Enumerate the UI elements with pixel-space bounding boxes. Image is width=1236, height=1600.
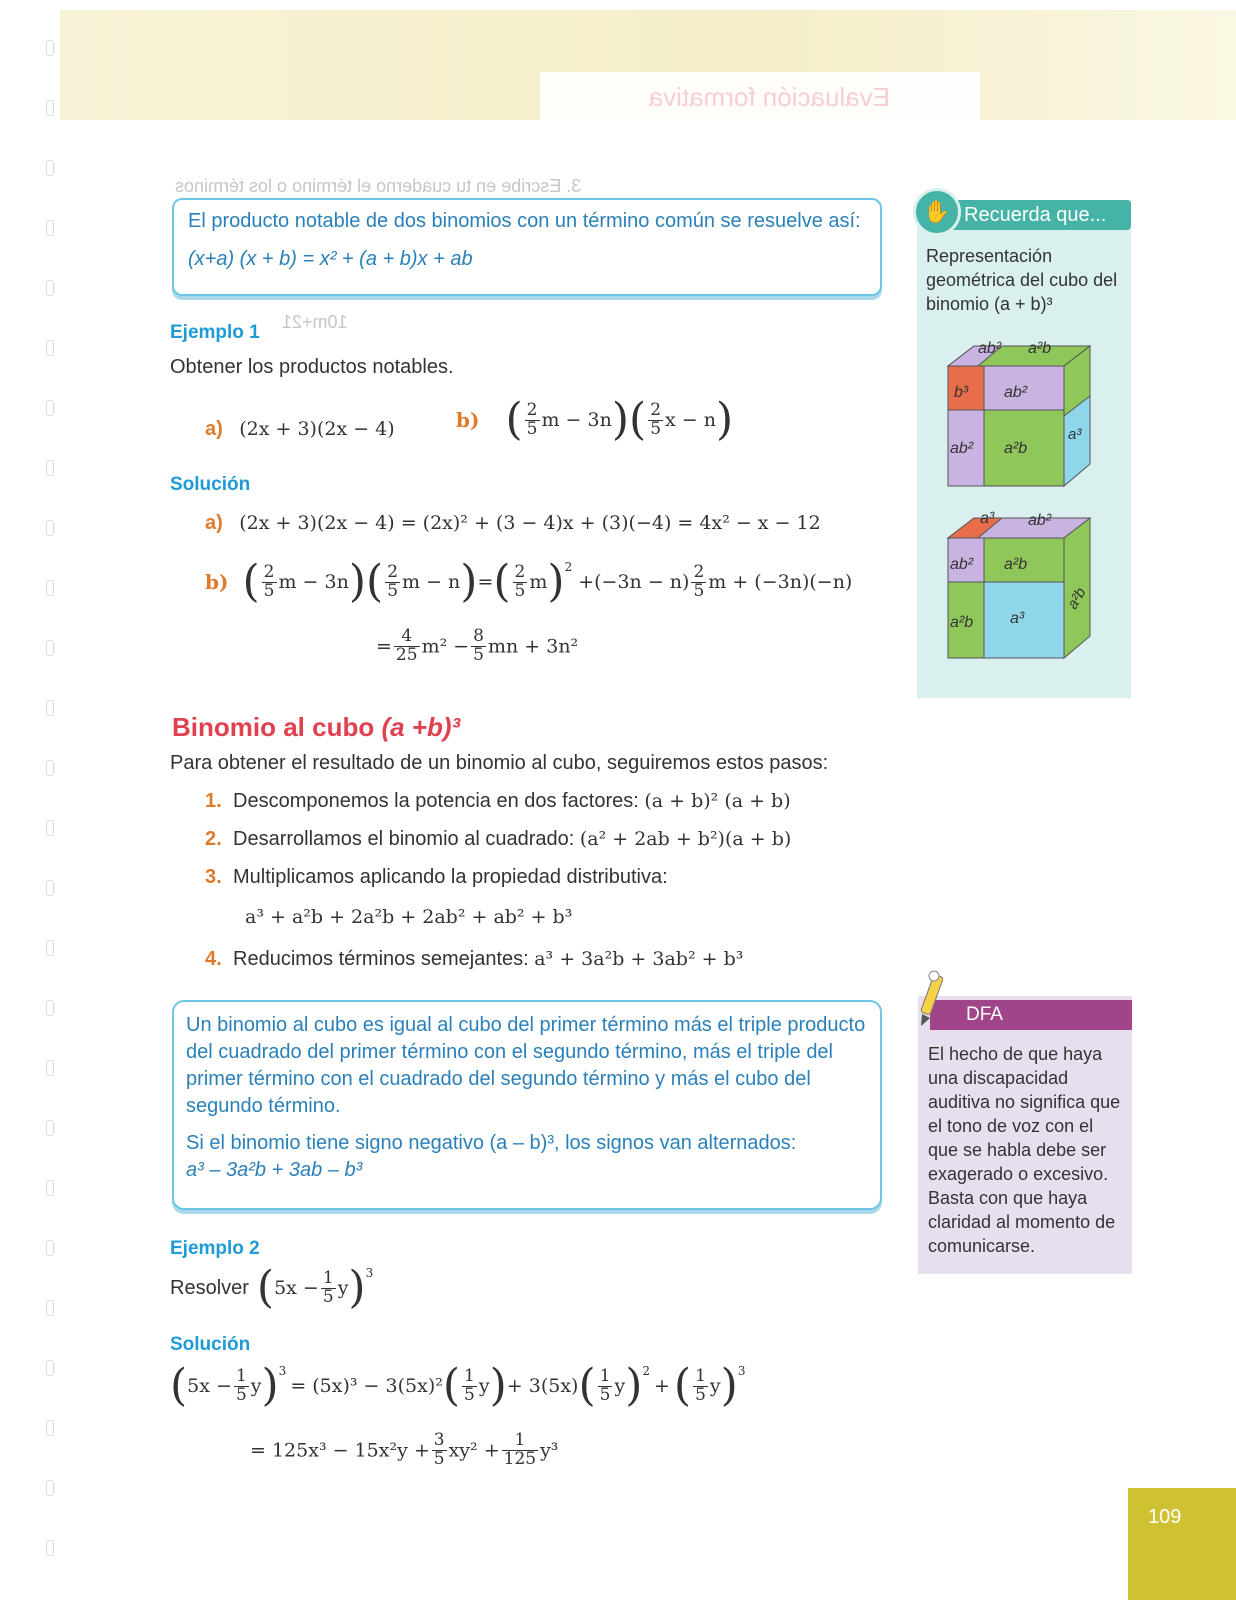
step-4 bbox=[205, 948, 743, 971]
recuerda-text: Representación geométrica del cubo del binomio (a + b)³ bbox=[926, 246, 1118, 314]
exponent: 3 bbox=[365, 1266, 374, 1280]
cube2-label: a²b bbox=[1064, 584, 1090, 613]
ex2-term: 5x − bbox=[187, 1375, 232, 1397]
exponent: 3 bbox=[737, 1364, 746, 1378]
example1-instruction: Obtener los productos notables. bbox=[170, 356, 454, 378]
exponent: 2 bbox=[564, 560, 573, 574]
cube1-label: ab² bbox=[950, 440, 974, 457]
ex2-term: y bbox=[478, 1375, 490, 1397]
rule-box-formula: (x+a) (x + b) = x² + (a + b)x + ab bbox=[188, 248, 473, 270]
resolver-text: Resolver bbox=[170, 1276, 249, 1299]
example2-problem: Resolver (5x − $\frac{1}{5}$ y)$^3$ bbox=[170, 1262, 374, 1313]
solution1-item-b-line2 bbox=[376, 628, 578, 665]
ex2-term: y bbox=[337, 1277, 349, 1299]
dfa-text: El hecho de que haya una discapacidad auditiva no significa que el tono de voz con el que se habla debe ser exagerado o excesivo. Basta con que haya claridad al momento de comunicarse. bbox=[928, 1044, 1121, 1256]
ex2-term: + bbox=[654, 1375, 670, 1397]
dfa-header: DFA bbox=[930, 1000, 1132, 1030]
cube2-label: ab² bbox=[950, 556, 974, 573]
cube2-label: a³ bbox=[1010, 610, 1025, 627]
section-title-text: Binomio al cubo bbox=[172, 712, 382, 742]
equals-sign: = bbox=[376, 635, 392, 658]
step-text: Multiplicamos aplicando la propiedad distributiva: bbox=[233, 866, 668, 888]
sol-b-term: m − n bbox=[402, 571, 461, 593]
recuerda-header: Recuerda que... bbox=[936, 200, 1131, 230]
step-text: Reducimos términos semejantes: bbox=[233, 948, 535, 970]
rule-box bbox=[172, 198, 882, 296]
fraction: $\frac{1}{125}$ bbox=[503, 1430, 537, 1469]
ghost-exercise-text: 3. Escribe en tu cuaderno el término o los términos bbox=[175, 176, 582, 196]
negative-case-formula: a³ – 3a²b + 3ab – b³ bbox=[186, 1159, 363, 1181]
sol-b-term: m − 3n bbox=[278, 571, 349, 593]
hand-icon: ✋ bbox=[913, 188, 961, 236]
ex2-term: = (5x)³ − 3(5x)² bbox=[290, 1375, 443, 1397]
ex2-term: y bbox=[250, 1375, 262, 1397]
example1-item-a bbox=[205, 418, 395, 441]
step-text: Descomponemos la potencia en dos factores: bbox=[233, 790, 645, 812]
step-math: a³ + a²b + 2a²b + 2ab² + ab² + b³ bbox=[245, 906, 573, 928]
item-b-label: b) bbox=[456, 408, 480, 432]
step-2 bbox=[205, 828, 791, 851]
step-text: Desarrollamos el binomio al cuadrado: bbox=[233, 828, 580, 850]
fraction: $\frac{2}{5}$ bbox=[650, 399, 662, 439]
item-a-label: a) bbox=[205, 418, 223, 440]
sol-b-term: m bbox=[529, 571, 548, 593]
sol-b-label: b) bbox=[205, 570, 229, 594]
sol-a-label: a) bbox=[205, 512, 223, 534]
fraction: $\frac{1}{5}$ bbox=[695, 1365, 706, 1405]
step-math: (a + b)² (a + b) bbox=[644, 790, 791, 812]
step-math: (a² + 2ab + b²)(a + b) bbox=[579, 828, 792, 850]
cube1-label: a²b bbox=[1004, 440, 1028, 457]
example1-label: Ejemplo 1 bbox=[170, 322, 260, 343]
item-b-term2: x − n bbox=[665, 409, 716, 431]
cube2-label: a²b bbox=[950, 614, 974, 631]
fraction: $\frac{1}{5}$ bbox=[235, 1365, 247, 1405]
step-1 bbox=[205, 790, 791, 813]
step-number: 2. bbox=[205, 828, 222, 850]
ex2-term: y³ bbox=[540, 1439, 559, 1462]
ex2-term: 5x − bbox=[274, 1277, 319, 1299]
fraction: $\frac{8}{5}$ bbox=[473, 626, 484, 665]
item-a-expression: (2x + 3)(2x − 4) bbox=[239, 418, 395, 440]
item-b-term1: m − 3n bbox=[541, 409, 612, 431]
cube1-label: a³ bbox=[1068, 426, 1082, 443]
step-3 bbox=[205, 866, 668, 889]
ghost-fragment: 10m+21 bbox=[282, 312, 348, 332]
step-3-expansion bbox=[245, 906, 572, 929]
definition-text: Un binomio al cubo es igual al cubo del primer término más el triple producto del cuadrado del primer término con el segundo término, más el triple del primer término con el cuadrado del segundo término y más el cubo del segundo término. bbox=[186, 1014, 866, 1117]
fraction: $\frac{2}{5}$ bbox=[263, 561, 275, 601]
solution2-line2 bbox=[250, 1432, 558, 1469]
cube1-label: ab² bbox=[1004, 384, 1028, 401]
sol-b-term: mn + 3n² bbox=[487, 635, 579, 658]
fraction: $\frac{2}{5}$ bbox=[514, 561, 526, 601]
example1-item-b: b) ( $\frac{2}{5}$ m − 3n)( $\frac{2}{5}$ x − n) bbox=[456, 394, 734, 445]
fraction: $\frac{1}{5}$ bbox=[599, 1365, 611, 1405]
ex2-term: y bbox=[709, 1375, 721, 1397]
cube2-label: a³ bbox=[980, 510, 995, 527]
exponent: 2 bbox=[642, 1364, 650, 1378]
cube1-label: ab² bbox=[978, 340, 1002, 357]
solution1-item-a bbox=[205, 512, 821, 535]
fraction: $\frac{2}{5}$ bbox=[693, 561, 705, 601]
header-bleed-text: Evaluación formativa bbox=[648, 82, 890, 112]
fraction: $\frac{1}{5}$ bbox=[464, 1365, 475, 1405]
negative-case-text: Si el binomio tiene signo negativo (a – b)³, los signos van alternados: bbox=[186, 1132, 797, 1154]
binder-holes bbox=[42, 40, 60, 1580]
fraction: $\frac{2}{5}$ bbox=[387, 561, 399, 601]
cube-diagram-1 bbox=[940, 336, 1100, 496]
page-number: 109 bbox=[1128, 1488, 1236, 1600]
fraction: $\frac{2}{5}$ bbox=[526, 399, 538, 439]
cube2-label: a²b bbox=[1004, 556, 1028, 573]
definition-box bbox=[172, 1000, 882, 1210]
step-number: 3. bbox=[205, 866, 222, 888]
ex2-term: xy² + bbox=[448, 1439, 500, 1462]
fraction: $\frac{3}{5}$ bbox=[433, 1430, 445, 1469]
step-number: 4. bbox=[205, 948, 222, 970]
pencil-icon bbox=[912, 970, 946, 1030]
step-math: a³ + 3a²b + 3ab² + b³ bbox=[534, 948, 744, 970]
cube2-label: ab² bbox=[1028, 512, 1052, 529]
equals-sign: = bbox=[477, 571, 494, 593]
ex2-term: y bbox=[614, 1375, 626, 1397]
step-number: 1. bbox=[205, 790, 222, 812]
solution1-label: Solución bbox=[170, 474, 251, 495]
fraction: $\frac{1}{5}$ bbox=[322, 1267, 334, 1307]
cube1-label: b³ bbox=[954, 384, 969, 401]
section-title-math: (a +b)³ bbox=[381, 712, 461, 742]
fraction: $\frac{4}{25}$ bbox=[395, 626, 418, 665]
section-title bbox=[172, 712, 460, 743]
solution2-label: Solución bbox=[170, 1334, 251, 1355]
cube1-label: a²b bbox=[1028, 340, 1052, 357]
sol-b-term: m + (−3n)(−n) bbox=[708, 571, 853, 593]
example2-label: Ejemplo 2 bbox=[170, 1238, 260, 1259]
ex2-term: = 125x³ − 15x²y + bbox=[250, 1439, 430, 1462]
rule-box-text: El producto notable de dos binomios con un término común se resuelve así: bbox=[188, 210, 861, 232]
ex2-term: + 3(5x) bbox=[506, 1375, 579, 1397]
exponent: 3 bbox=[278, 1364, 287, 1378]
sol-a-expression: (2x + 3)(2x − 4) = (2x)² + (3 − 4)x + (3)(−4) = 4x² − x − 12 bbox=[239, 512, 821, 534]
sol-b-term: m² − bbox=[421, 635, 470, 658]
section-intro: Para obtener el resultado de un binomio al cubo, seguiremos estos pasos: bbox=[170, 752, 829, 774]
solution1-item-b-line1: b) ( $\frac{2}{5}$ m − 3n)( $\frac{2}{5}$ m − n)=( $\frac{2}{5}$ m)$^2$+(−3n − n) $\frac{2}{5}$ m + (−3n)(−n) bbox=[205, 556, 853, 607]
solution2-line1: (5x − $\frac{1}{5}$ y)$^3$= (5x)³ − 3(5x)²( $\frac{1}{5}$ y)+ 3(5x)( $\frac{1}{5}$ y)$^2$+( $\frac{1}{5}$ y)$^3$ bbox=[170, 1360, 746, 1411]
sol-b-term: +(−3n − n) bbox=[578, 571, 690, 593]
